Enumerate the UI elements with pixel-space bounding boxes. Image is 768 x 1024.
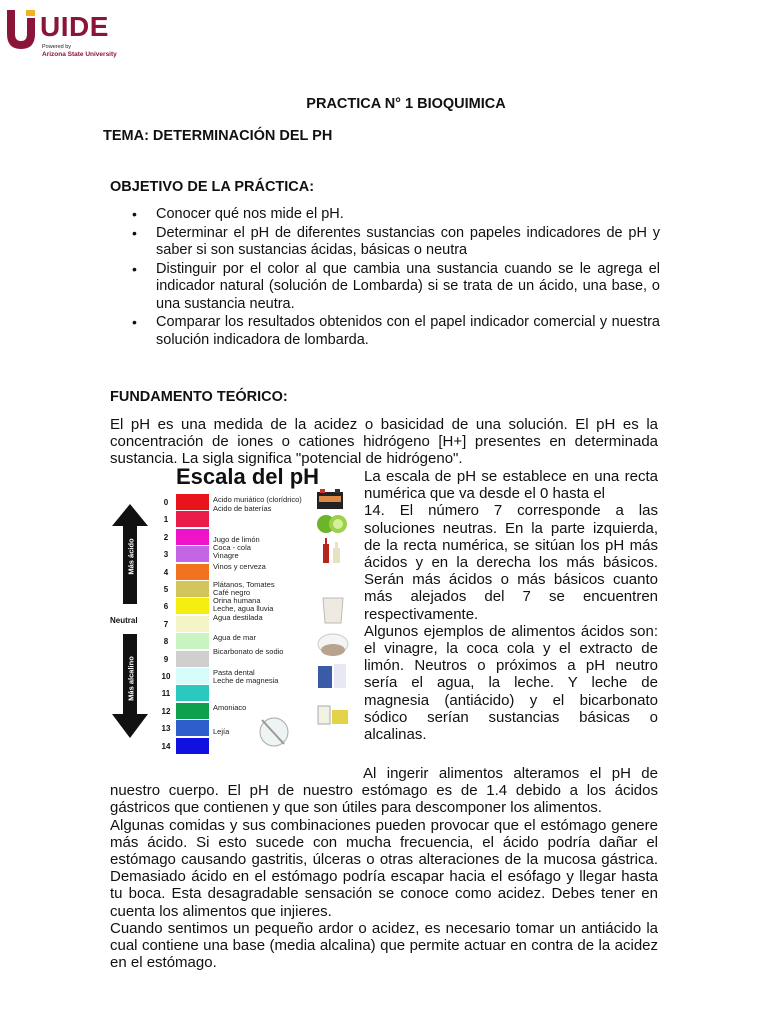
objective-list (130, 206, 660, 350)
ph-example-label: Jugo de limón (213, 535, 260, 544)
acid-label-wrap (122, 524, 140, 594)
ph-level-number: 7 (163, 619, 169, 629)
ph-level-color (176, 703, 209, 719)
ph-example-label: Coca - cola (213, 543, 251, 552)
objective-item: • Comparar los resultados obtenidos con el papel indicador comercial y nuestra solución indicadora de lombarda. (130, 314, 660, 349)
ph-level-number: 3 (163, 550, 169, 560)
ph-example-label: Vinos y cerveza (213, 562, 266, 571)
ph-scale-neutral-text: 14. El número 7 corresponde a las soluciones neutras. En la parte izquierda, de la recta numérica, se sitúan los pH más ácidos y en la derecha los más básicos. Serán más ácidos o más básicos cuanto más alejados del 7 se encuentren respectivamente. (364, 502, 658, 623)
stomach-ph-text: Al ingerir alimentos alteramos el pH de nuestro cuerpo. El pH de nuestro estómago es de 1.4 debido a los ácidos gástricos que contienen y que son útiles para descomponer los alimentos. (110, 765, 658, 817)
ph-level-number: 1 (163, 515, 169, 525)
document-title: PRACTICA N° 1 BIOQUIMICA (306, 96, 506, 112)
ph-level-color (176, 738, 209, 754)
ph-scale-range-text: La escala de pH se establece en una recta numérica que va desde el 0 hasta el (364, 468, 658, 503)
milk-glass-icon (320, 596, 346, 624)
lemon-icon (316, 514, 348, 534)
ph-level-number: 9 (163, 654, 169, 664)
salt-bowl-icon (316, 632, 350, 658)
theory-heading: FUNDAMENTO TEÓRICO: (110, 389, 288, 405)
battery-icon (316, 488, 344, 510)
ph-level-number: 10 (161, 672, 171, 681)
alkaline-label-wrap (122, 646, 140, 716)
ph-scale-title: Escala del pH (176, 464, 320, 489)
theory-paragraph-2 (364, 468, 658, 743)
ph-level-color (176, 581, 209, 597)
ph-level-color (176, 494, 209, 510)
ph-example-label: Pasta dental (213, 668, 255, 677)
ph-example-label: Acido de baterías (213, 504, 272, 513)
ph-level-number: 6 (163, 602, 169, 612)
ph-example-label: Vinagre (213, 551, 239, 560)
ph-example-label: Amoniaco (213, 703, 247, 712)
ph-example-label: Plátanos, Tomates (213, 580, 275, 589)
toothpaste-icon (316, 662, 350, 690)
ph-level-color (176, 511, 209, 527)
ph-level-color (176, 668, 209, 684)
ph-level-number: 13 (161, 724, 171, 734)
flask-icon (254, 712, 294, 748)
acid-label: Más ácido (126, 538, 136, 575)
ph-level-number: 4 (163, 567, 169, 577)
objective-item: • Conocer qué nos mide el pH. (130, 206, 660, 224)
ph-example-label: Agua destilada (213, 613, 263, 622)
ph-level-number: 12 (161, 706, 171, 716)
ph-example-label: Lejía (213, 727, 230, 736)
objective-item: • Distinguir por el color al que cambia una sustancia cuando se le agrega el indicador natural (solución de Lombarda) si se trata de un ácido, una base, o una sustancia neutra. (130, 261, 660, 314)
uide-logo-mark-icon (4, 8, 38, 50)
logo-wordmark: UIDE (40, 11, 109, 42)
ph-example-label: Leche, agua lluvia (213, 604, 274, 613)
ph-level-color (176, 651, 209, 667)
ph-example-label: Acido muriático (clorídrico) (213, 495, 302, 504)
ph-level-number: 8 (163, 637, 169, 647)
ph-example-label: Orina humana (213, 596, 261, 605)
theory-paragraph-3 (110, 765, 658, 971)
ph-level-number: 5 (163, 585, 169, 594)
objective-heading: OBJETIVO DE LA PRÁCTICA: (110, 179, 315, 195)
bottle-icon (320, 536, 342, 564)
alkaline-label: Más alcalino (126, 656, 136, 701)
logo-university: Arizona State University (42, 51, 117, 58)
ph-example-label: Bicarbonato de sodio (213, 647, 284, 656)
ph-level-color (176, 720, 209, 736)
uide-logo (4, 6, 134, 62)
ph-level-number: 14 (161, 741, 171, 751)
ph-level-color (176, 633, 209, 649)
neutral-label: Neutral (110, 616, 138, 625)
ph-level-color (176, 685, 209, 701)
ph-level-color (176, 564, 209, 580)
ph-level-color (176, 598, 209, 614)
topic-heading: TEMA: DETERMINACIÓN DEL PH (103, 128, 333, 144)
ph-example-label: Café negro (213, 588, 251, 597)
ph-level-number: 0 (163, 498, 169, 507)
ph-example-label: Agua de mar (213, 633, 256, 642)
ph-level-number: 11 (161, 689, 171, 699)
ph-level-color (176, 616, 209, 632)
objective-item: • Determinar el pH de diferentes sustancias con papeles indicadores de pH y saber si son sustancias ácidas, básicas o neutra (130, 225, 660, 260)
cleaning-products-icon (316, 700, 350, 726)
logo-powered-by: Powered by (42, 44, 72, 50)
ph-scale-figure (110, 464, 362, 756)
ph-level-color (176, 546, 209, 562)
ph-level-color (176, 529, 209, 545)
ph-example-label: Leche de magnesia (213, 676, 279, 685)
ph-level-number: 2 (163, 532, 169, 542)
food-examples-text: Algunos ejemplos de alimentos ácidos son: el vinagre, la coca cola y el extracto de limón. Neutros o próximos a pH neutro sería el agua, la leche. Y leche de magnesia (antiácido) y el bicarbonato sódico serían sustancias básicas o alcalinas. (364, 622, 658, 744)
antacid-text: Cuando sentimos un pequeño ardor o acidez, es necesario tomar un antiácido la cual contiene una base (media alcalina) que permite actuar en contra de la acidez en el estómago. (110, 919, 658, 972)
theory-paragraph-1: El pH es una medida de la acidez o basicidad de una solución. El pH es la concentración de iones o cationes hidrógeno [H+] presentes en determinada sustancia. La sigla significa "potencial de hidrógeno". (110, 416, 658, 468)
acid-effects-text: Algunas comidas y sus combinaciones pueden provocar que el estómago genere más ácido. Si esto sucede con mucha frecuencia, el ácido podría dañar el estómago causando gastritis, úlceras o otras alteraciones de la mucosa gástrica. Demasiado ácido en el estómago podría escapar hacia el esófago y llegar hasta tu boca. Esta desagradable sensación se conoce como acidez. Debes tener en cuenta los alimentos que injieres. (110, 816, 658, 920)
